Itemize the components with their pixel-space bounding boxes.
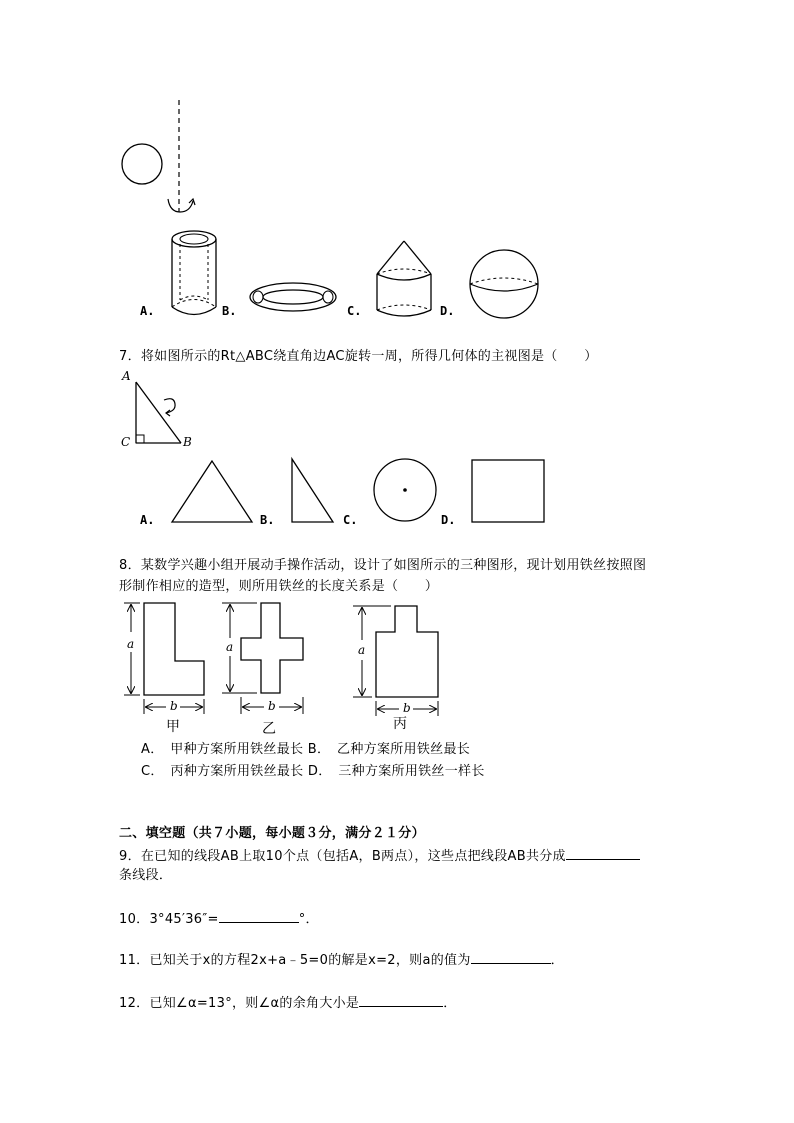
q11-answer-blank[interactable] bbox=[471, 951, 551, 964]
q8-choice-a-b[interactable]: A． 甲种方案所用铁丝最长 B． 乙种方案所用铁丝最长 bbox=[141, 742, 471, 757]
q12-line bbox=[119, 994, 457, 1012]
jia-dim-a: a bbox=[127, 637, 135, 651]
q8-stem-line2: 形制作相应的造型，则所用铁丝的长度关系是（ ） bbox=[119, 579, 439, 594]
figure-bing-shape bbox=[353, 606, 438, 716]
q10-answer-blank[interactable] bbox=[219, 910, 299, 923]
q7-option-c-label[interactable]: C. bbox=[343, 513, 358, 527]
q9-answer-blank[interactable] bbox=[566, 847, 640, 860]
q9-line1 bbox=[119, 847, 640, 865]
q7-option-b-label[interactable]: B. bbox=[260, 513, 275, 527]
q6-option-d-label[interactable]: D. bbox=[440, 304, 455, 318]
q7-option-a-label[interactable]: A. bbox=[140, 513, 155, 527]
q10-prefix: 10．3°45′36″= bbox=[119, 912, 219, 927]
figure-jia-l-shape bbox=[124, 603, 204, 714]
jia-dim-b: b bbox=[170, 699, 178, 713]
bing-dim-b: b bbox=[403, 701, 411, 715]
figure-name-yi: 乙 bbox=[262, 721, 277, 737]
q7-stem: 7．将如图所示的Rt△ABC绕直角边AC旋转一周，所得几何体的主视图是（ ） bbox=[119, 349, 598, 364]
q10-line bbox=[119, 910, 319, 928]
vertex-b-label: B bbox=[183, 435, 192, 449]
q9-text: 9．在已知的线段AB上取10个点（包括A，B两点），这些点把线段AB共分成 bbox=[119, 849, 566, 864]
q6-option-c-label[interactable]: C. bbox=[347, 304, 362, 318]
q11-suffix: ． bbox=[550, 953, 564, 968]
q12-prefix: 12．已知∠α=13°，则∠α的余角大小是 bbox=[119, 996, 360, 1011]
figure-name-jia: 甲 bbox=[166, 719, 181, 735]
q12-answer-blank[interactable] bbox=[359, 994, 443, 1007]
q10-suffix: °． bbox=[298, 912, 319, 927]
q8-choice-c-d[interactable]: C． 丙种方案所用铁丝最长 D． 三种方案所用铁丝一样长 bbox=[141, 764, 485, 779]
q11-prefix: 11．已知关于x的方程2x+a﹣5=0的解是x=2，则a的值为 bbox=[119, 953, 471, 968]
yi-dim-a: a bbox=[226, 640, 234, 654]
figure-yi-cross bbox=[222, 603, 303, 714]
q7-option-d-label[interactable]: D. bbox=[441, 513, 456, 527]
q11-line bbox=[119, 951, 564, 969]
q8-stem-line1: 8．某数学兴趣小组开展动手操作活动，设计了如图所示的三种图形，现计划用铁丝按照图 bbox=[119, 558, 647, 573]
q12-suffix: ． bbox=[443, 996, 457, 1011]
q6-option-b-label[interactable]: B. bbox=[222, 304, 237, 318]
section-2-heading: 二、填空题（共７小题，每小题３分，满分２１分） bbox=[119, 826, 425, 841]
q6-option-a-label[interactable]: A. bbox=[140, 304, 155, 318]
q9-line2: 条线段． bbox=[119, 868, 173, 883]
bing-dim-a: a bbox=[358, 643, 366, 657]
yi-dim-b: b bbox=[268, 699, 276, 713]
vertex-a-label: A bbox=[122, 369, 131, 383]
figure-name-bing: 丙 bbox=[393, 716, 408, 732]
vertex-c-label: C bbox=[121, 435, 131, 449]
